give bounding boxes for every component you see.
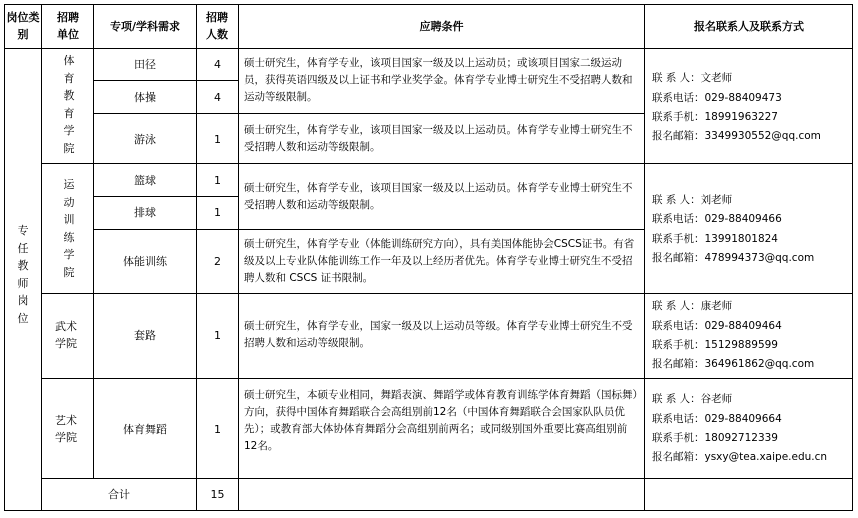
contact-email: 报名邮箱：478994373@qq.com <box>652 252 815 264</box>
contact-email: 报名邮箱：ysxy@tea.xaipe.edu.cn <box>652 451 828 463</box>
total-count: 15 <box>210 488 225 501</box>
contact-mobile: 联系手机：13991801824 <box>652 233 778 245</box>
requirements-dancesport: 硕士研究生，本硕专业相同，舞蹈表演、舞蹈学或体育教育训练学体育舞蹈（国标舞）方向，获得中国体育舞蹈联合会高组别前12名（中国体育舞蹈联合会国家队队员优先）；或教育部大体协体育舞蹈分会高组别前两名；或同级别国外重要比赛高组别前12名。 <box>244 389 638 452</box>
count-track: 4 <box>214 58 221 71</box>
unit-sports-training: 运 动 训 练 学 院 <box>63 178 75 279</box>
count-routine: 1 <box>214 329 221 342</box>
header-count: 招聘人数 <box>206 11 228 41</box>
contact-mobile: 联系手机：18092712339 <box>652 432 778 444</box>
contact-name: 联 系 人：文老师 <box>652 72 733 84</box>
unit-arts: 艺术学院 <box>55 414 77 444</box>
requirements-strength-training: 硕士研究生，体育学专业（体能训练研究方向），具有美国体能协会CSCS证书。有省级及以上专业队体能训练工作一年及以上经历者优先。体育学专业博士研究生不受招聘人数和 CSCS 证书限制。 <box>244 238 635 284</box>
contact-phone: 联系电话：029-88409464 <box>652 320 782 332</box>
contact-email: 报名邮箱：3349930552@qq.com <box>652 130 821 142</box>
header-post-category: 岗位类别 <box>6 11 40 41</box>
count-dancesport: 1 <box>214 423 221 436</box>
count-gymnastics: 4 <box>214 91 221 104</box>
requirements-track-gymnastics: 硕士研究生，体育学专业，该项目国家一级及以上运动员；或该项目国家二级运动员，获得英语四级及以上证书和学业奖学金。体育学专业博士研究生不受招聘人数和运动等级限制。 <box>244 57 633 103</box>
header-unit: 招聘单位 <box>57 11 79 41</box>
post-category-value: 专 任 教 师 岗 位 <box>17 224 29 325</box>
header-requirements: 应聘条件 <box>419 20 464 33</box>
total-label: 合计 <box>108 488 130 501</box>
specialty-dancesport: 体育舞蹈 <box>123 423 167 436</box>
requirements-martial-arts: 硕士研究生，体育学专业，国家一级及以上运动员等级。体育学专业博士研究生不受招聘人数和运动等级限制。 <box>244 320 633 349</box>
count-volleyball: 1 <box>214 206 221 219</box>
count-strength-training: 2 <box>214 255 221 268</box>
header-contact: 报名联系人及联系方式 <box>694 20 804 33</box>
specialty-gymnastics: 体操 <box>134 91 156 104</box>
contact-phone: 联系电话：029-88409664 <box>652 413 782 425</box>
requirements-ball-games: 硕士研究生，体育学专业，该项目国家一级及以上运动员。体育学专业博士研究生不受招聘人数和运动等级限制。 <box>244 182 633 211</box>
contact-email: 报名邮箱：364961862@qq.com <box>652 358 815 370</box>
contact-phone: 联系电话：029-88409473 <box>652 92 782 104</box>
contact-phone: 联系电话：029-88409466 <box>652 213 782 225</box>
requirements-swimming: 硕士研究生，体育学专业，该项目国家一级及以上运动员。体育学专业博士研究生不受招聘人数和运动等级限制。 <box>244 124 633 153</box>
contact-mobile: 联系手机：15129889599 <box>652 339 778 351</box>
unit-pe-education: 体 育 教 育 学 院 <box>63 54 75 155</box>
specialty-track: 田径 <box>134 58 156 71</box>
specialty-swimming: 游泳 <box>134 133 156 146</box>
unit-martial-arts: 武术学院 <box>55 320 77 350</box>
contact-name: 联 系 人：刘老师 <box>652 194 733 206</box>
count-swimming: 1 <box>214 133 221 146</box>
specialty-routine: 套路 <box>134 329 156 342</box>
contact-mobile: 联系手机：18991963227 <box>652 111 778 123</box>
specialty-volleyball: 排球 <box>134 206 156 219</box>
count-basketball: 1 <box>214 174 221 187</box>
contact-name: 联 系 人：康老师 <box>652 300 733 312</box>
specialty-basketball: 篮球 <box>134 174 156 187</box>
specialty-strength-training: 体能训练 <box>123 255 167 268</box>
contact-name: 联 系 人：谷老师 <box>652 393 733 405</box>
header-specialty: 专项/学科需求 <box>109 20 181 33</box>
